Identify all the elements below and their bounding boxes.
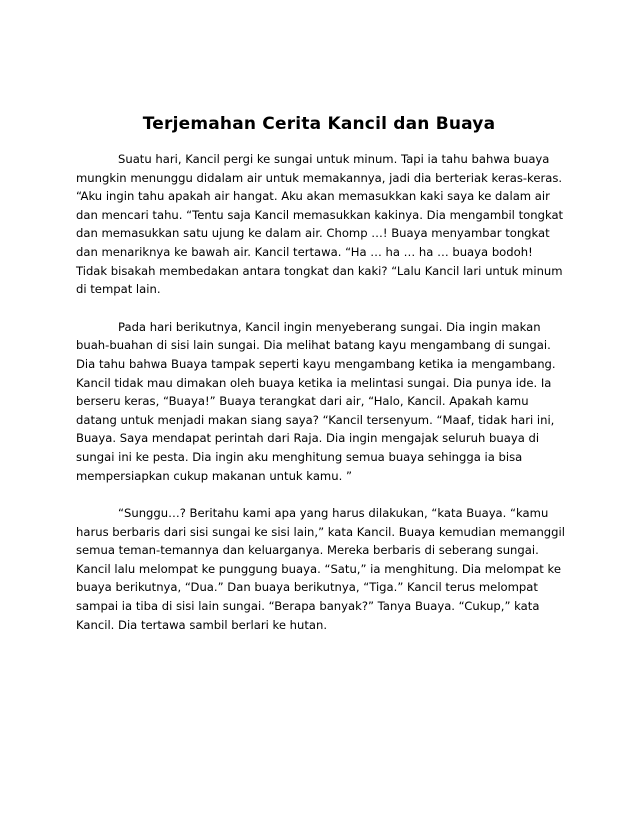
paragraph-1: Suatu hari, Kancil pergi ke sungai untuk minum. Tapi ia tahu bahwa buaya mungkin menunggu didalam air untuk memakannya, jadi dia berteriak keras-keras. “Aku ingin tahu apakah air hangat. Aku akan memasukkan kaki saya ke dalam air dan mencari tahu. “Tentu saja Kancil memasukkan kakinya. Dia mengambil tongkat dan memasukkan satu ujung ke dalam air. Chomp …! Buaya menyambar tongkat dan menariknya ke bawah air. Kancil tertawa. “Ha … ha … ha … buaya bodoh! Tidak bisakah membedakan antara tongkat dan kaki? “Lalu Kancil lari untuk minum di tempat lain. bbox=[76, 152, 564, 297]
paragraph-2: Pada hari berikutnya, Kancil ingin menyeberang sungai. Dia ingin makan buah-buahan di sisi lain sungai. Dia melihat batang kayu mengambang di sungai. Dia tahu bahwa Buaya tampak seperti kayu mengambang ketika ia mengambang. Kancil tidak mau dimakan oleh buaya ketika ia melintasi sungai. Dia punya ide. Ia berseru keras, “Buaya!” Buaya terangkat dari air, “Halo, Kancil. Apakah kamu datang untuk menjadi makan siang saya? “Kancil tersenyum. “Maaf, tidak hari ini, Buaya. Saya mendapat perintah dari Raja. Dia ingin mengajak seluruh buaya di sungai ini ke pesta. Dia ingin aku menghitung semua buaya sehingga ia bisa mempersiapkan cukup makanan untuk kamu. ” bbox=[76, 319, 556, 483]
document-title: Terjemahan Cerita Kancil dan Buaya bbox=[142, 114, 496, 134]
paragraph-3: “Sunggu…? Beritahu kami apa yang harus dilakukan, “kata Buaya. “kamu harus berbaris dari sisi sungai ke sisi lain,” kata Kancil. Buaya kemudian memanggil semua teman-temannya dan keluarganya. Mereka berbaris di seberang sungai. Kancil lalu melompat ke punggung buaya. “Satu,” ia menghitung. Dia melompat ke buaya berikutnya, “Dua.” Dan buaya berikutnya, “Tiga.” Kancil terus melompat sampai ia tiba di sisi lain sungai. “Berapa banyak?” Tanya Buaya. “Cukup,” kata Kancil. Dia tertawa sambil berlari ke hutan. bbox=[76, 506, 565, 632]
document-body bbox=[76, 150, 566, 653]
